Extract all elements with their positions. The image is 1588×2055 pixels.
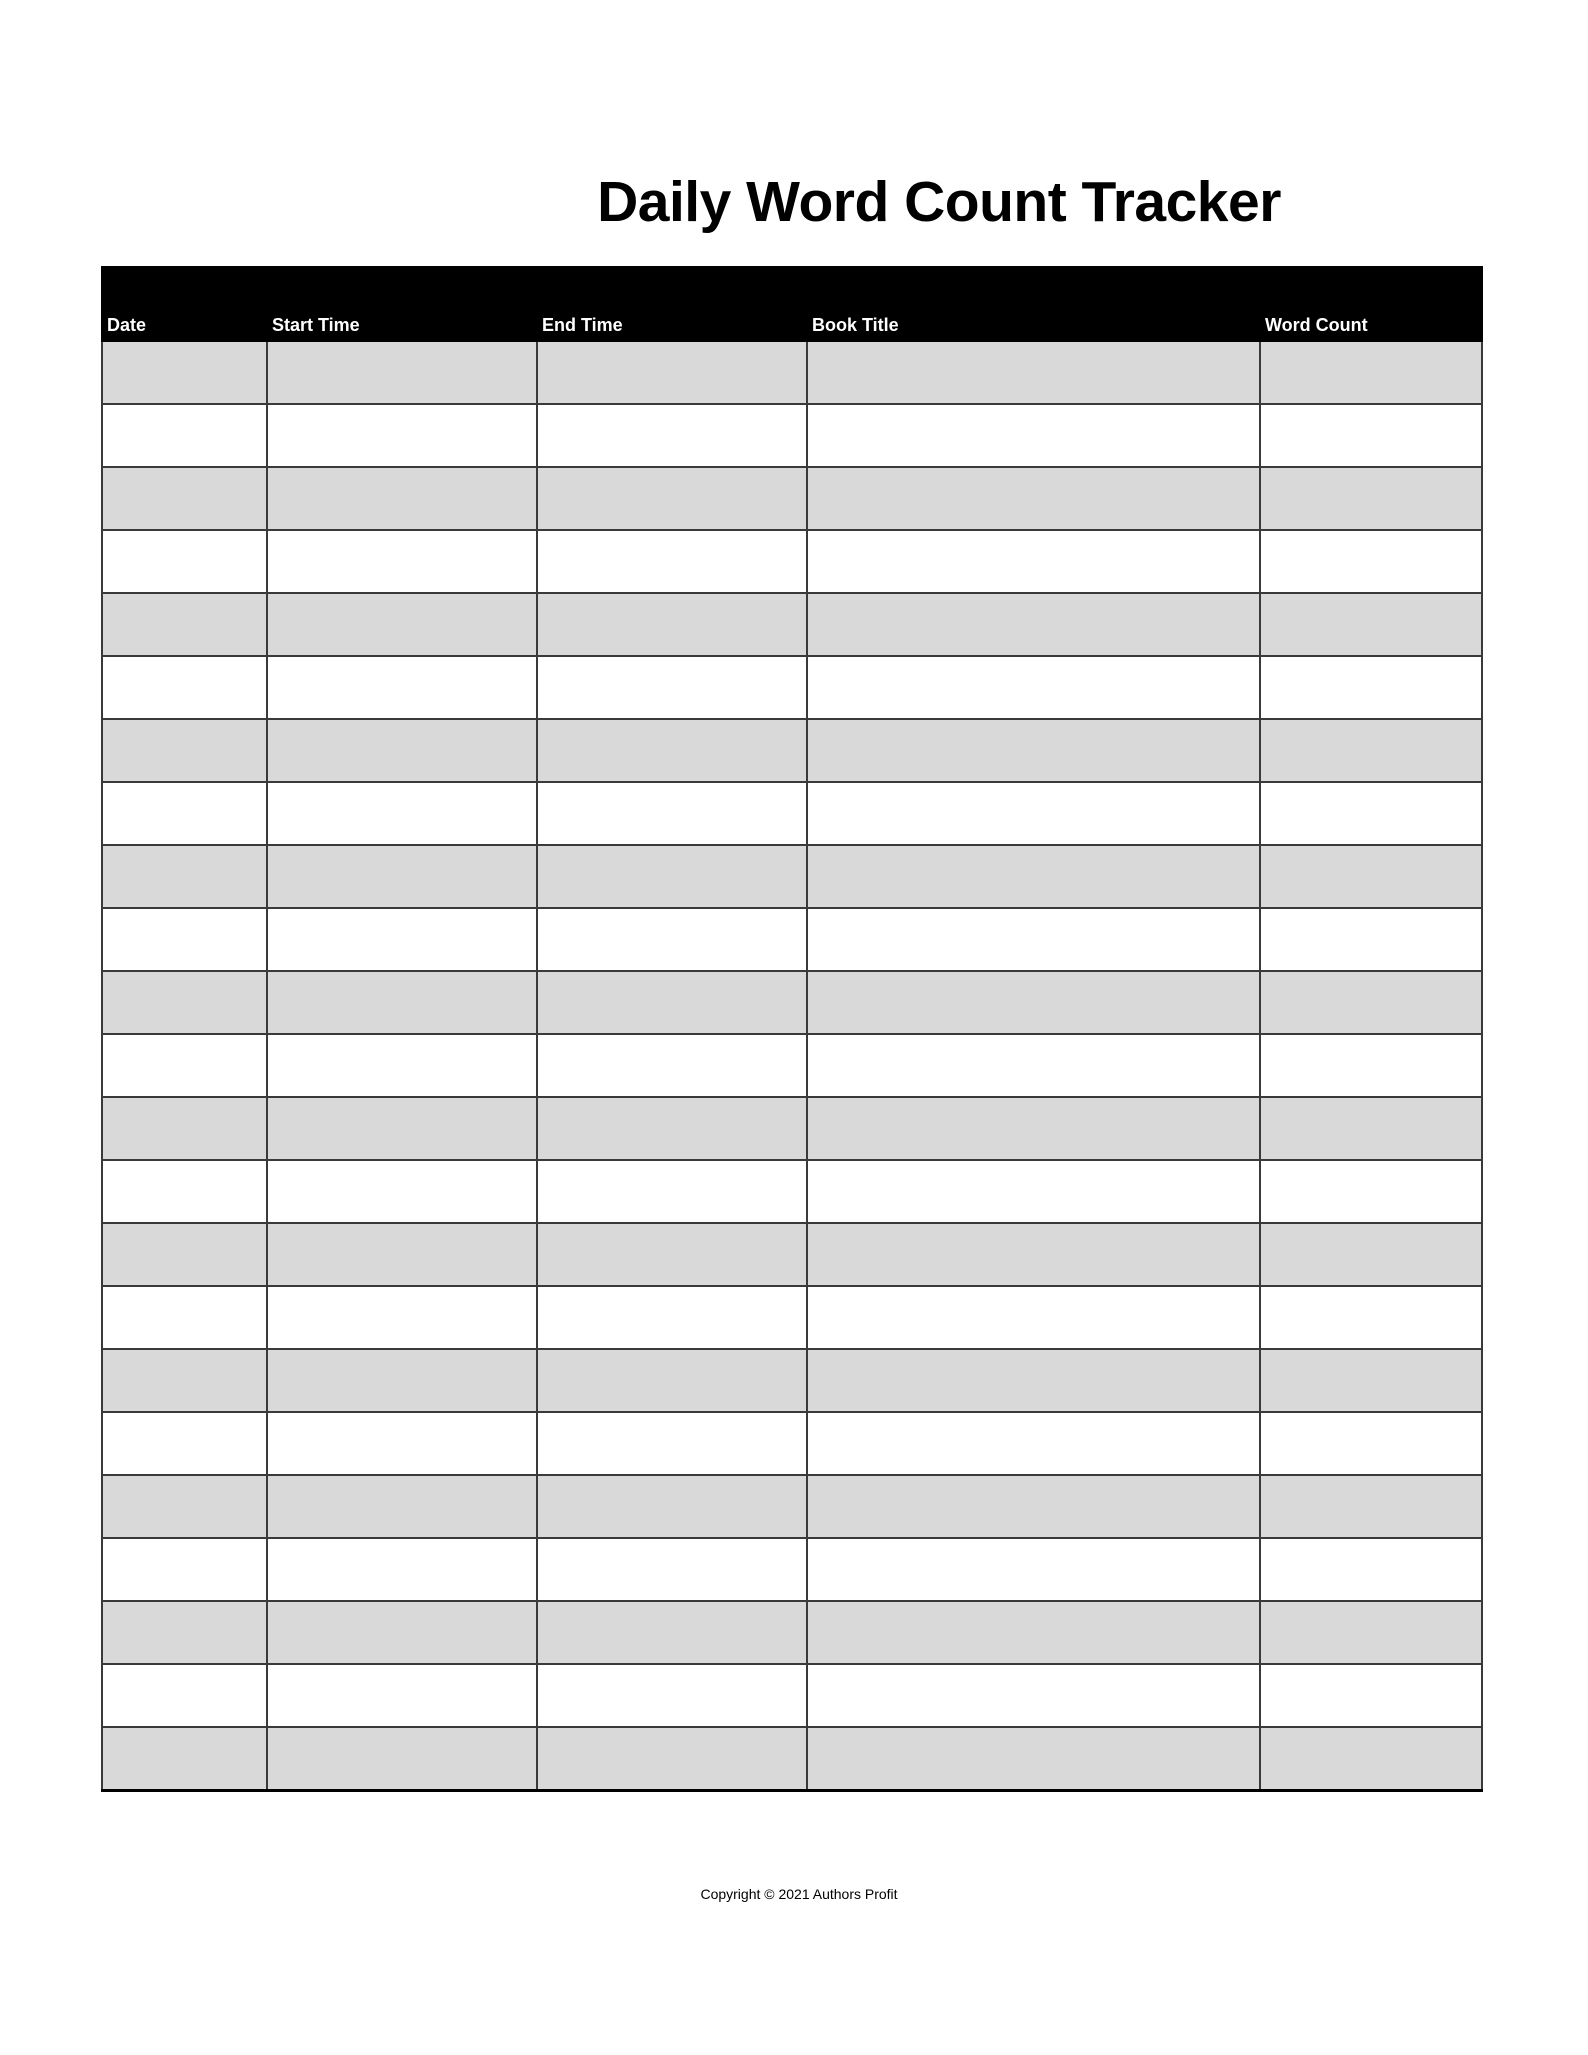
page-title: Daily Word Count Tracker: [597, 170, 1281, 234]
cell-start-time[interactable]: [267, 341, 537, 404]
cell-end-time[interactable]: [537, 1601, 807, 1664]
table-row: [102, 1475, 1482, 1538]
cell-date[interactable]: [102, 719, 267, 782]
cell-word-count[interactable]: [1260, 1223, 1482, 1286]
cell-book-title[interactable]: [807, 1412, 1260, 1475]
cell-end-time[interactable]: [537, 1286, 807, 1349]
table-row: [102, 1664, 1482, 1727]
table-row: [102, 467, 1482, 530]
cell-start-time[interactable]: [267, 1223, 537, 1286]
cell-end-time[interactable]: [537, 1034, 807, 1097]
cell-start-time[interactable]: [267, 971, 537, 1034]
column-header-date: Date: [102, 267, 267, 341]
cell-book-title[interactable]: [807, 719, 1260, 782]
word-count-table: [101, 266, 1483, 1792]
table-row: [102, 1412, 1482, 1475]
cell-book-title[interactable]: [807, 593, 1260, 656]
column-header-start-time: Start Time: [267, 267, 537, 341]
cell-word-count[interactable]: [1260, 782, 1482, 845]
cell-start-time[interactable]: [267, 782, 537, 845]
copyright-footer: Copyright © 2021 Authors Profit: [700, 1886, 898, 1902]
cell-start-time[interactable]: [267, 719, 537, 782]
cell-date[interactable]: [102, 1475, 267, 1538]
cell-date[interactable]: [102, 845, 267, 908]
table-row: [102, 530, 1482, 593]
cell-date[interactable]: [102, 404, 267, 467]
column-header-end-time: End Time: [537, 267, 807, 341]
cell-start-time[interactable]: [267, 1601, 537, 1664]
table-body: [102, 341, 1482, 1791]
cell-date[interactable]: [102, 1664, 267, 1727]
table-row: [102, 341, 1482, 404]
cell-book-title[interactable]: [807, 782, 1260, 845]
cell-book-title[interactable]: [807, 908, 1260, 971]
cell-word-count[interactable]: [1260, 1286, 1482, 1349]
cell-date[interactable]: [102, 467, 267, 530]
cell-end-time[interactable]: [537, 1160, 807, 1223]
cell-word-count[interactable]: [1260, 530, 1482, 593]
cell-book-title[interactable]: [807, 467, 1260, 530]
cell-end-time[interactable]: [537, 1412, 807, 1475]
cell-date[interactable]: [102, 782, 267, 845]
cell-end-time[interactable]: [537, 845, 807, 908]
cell-book-title[interactable]: [807, 1538, 1260, 1601]
cell-start-time[interactable]: [267, 1286, 537, 1349]
cell-date[interactable]: [102, 656, 267, 719]
cell-word-count[interactable]: [1260, 1349, 1482, 1412]
cell-book-title[interactable]: [807, 656, 1260, 719]
table-row: [102, 1034, 1482, 1097]
cell-end-time[interactable]: [537, 1475, 807, 1538]
cell-book-title[interactable]: [807, 1286, 1260, 1349]
table-row: [102, 1223, 1482, 1286]
table-row: [102, 1097, 1482, 1160]
cell-date[interactable]: [102, 593, 267, 656]
cell-word-count[interactable]: [1260, 656, 1482, 719]
cell-word-count[interactable]: [1260, 467, 1482, 530]
cell-end-time[interactable]: [537, 719, 807, 782]
table-row: [102, 1160, 1482, 1223]
table-row: [102, 908, 1482, 971]
cell-date[interactable]: [102, 1034, 267, 1097]
column-header-book-title: Book Title: [807, 267, 1260, 341]
cell-end-time[interactable]: [537, 1097, 807, 1160]
cell-word-count[interactable]: [1260, 908, 1482, 971]
cell-word-count[interactable]: [1260, 1034, 1482, 1097]
cell-end-time[interactable]: [537, 530, 807, 593]
cell-start-time[interactable]: [267, 1160, 537, 1223]
cell-start-time[interactable]: [267, 1664, 537, 1727]
cell-word-count[interactable]: [1260, 1538, 1482, 1601]
cell-book-title[interactable]: [807, 1160, 1260, 1223]
cell-word-count[interactable]: [1260, 971, 1482, 1034]
cell-date[interactable]: [102, 908, 267, 971]
cell-word-count[interactable]: [1260, 719, 1482, 782]
cell-start-time[interactable]: [267, 1097, 537, 1160]
table-row: [102, 593, 1482, 656]
cell-word-count[interactable]: [1260, 1727, 1482, 1791]
table-row: [102, 404, 1482, 467]
cell-end-time[interactable]: [537, 467, 807, 530]
table-row: [102, 1349, 1482, 1412]
cell-book-title[interactable]: [807, 404, 1260, 467]
column-header-word-count: Word Count: [1260, 267, 1482, 341]
cell-date[interactable]: [102, 1160, 267, 1223]
table-row: [102, 1538, 1482, 1601]
cell-start-time[interactable]: [267, 845, 537, 908]
cell-word-count[interactable]: [1260, 593, 1482, 656]
cell-end-time[interactable]: [537, 656, 807, 719]
cell-end-time[interactable]: [537, 1349, 807, 1412]
cell-date[interactable]: [102, 1601, 267, 1664]
cell-date[interactable]: [102, 341, 267, 404]
cell-book-title[interactable]: [807, 341, 1260, 404]
cell-start-time[interactable]: [267, 908, 537, 971]
cell-book-title[interactable]: [807, 1664, 1260, 1727]
table-row: [102, 782, 1482, 845]
cell-start-time[interactable]: [267, 530, 537, 593]
table-row: [102, 845, 1482, 908]
cell-end-time[interactable]: [537, 1538, 807, 1601]
table-row: [102, 1286, 1482, 1349]
cell-word-count[interactable]: [1260, 404, 1482, 467]
cell-word-count[interactable]: [1260, 1601, 1482, 1664]
cell-start-time[interactable]: [267, 1727, 537, 1791]
table-row: [102, 971, 1482, 1034]
table-row: [102, 1727, 1482, 1791]
cell-start-time[interactable]: [267, 1034, 537, 1097]
cell-end-time[interactable]: [537, 1664, 807, 1727]
cell-end-time[interactable]: [537, 404, 807, 467]
cell-start-time[interactable]: [267, 1349, 537, 1412]
cell-start-time[interactable]: [267, 1475, 537, 1538]
cell-word-count[interactable]: [1260, 341, 1482, 404]
table-row: [102, 656, 1482, 719]
cell-start-time[interactable]: [267, 656, 537, 719]
cell-book-title[interactable]: [807, 1223, 1260, 1286]
cell-word-count[interactable]: [1260, 1475, 1482, 1538]
cell-book-title[interactable]: [807, 1727, 1260, 1791]
table-header-row: [102, 267, 1482, 341]
cell-date[interactable]: [102, 1223, 267, 1286]
cell-date[interactable]: [102, 1286, 267, 1349]
cell-date[interactable]: [102, 530, 267, 593]
cell-start-time[interactable]: [267, 467, 537, 530]
cell-start-time[interactable]: [267, 593, 537, 656]
cell-word-count[interactable]: [1260, 1097, 1482, 1160]
cell-book-title[interactable]: [807, 1601, 1260, 1664]
cell-end-time[interactable]: [537, 1223, 807, 1286]
cell-word-count[interactable]: [1260, 1664, 1482, 1727]
cell-book-title[interactable]: [807, 530, 1260, 593]
cell-book-title[interactable]: [807, 1097, 1260, 1160]
cell-word-count[interactable]: [1260, 1412, 1482, 1475]
cell-book-title[interactable]: [807, 845, 1260, 908]
cell-start-time[interactable]: [267, 1538, 537, 1601]
cell-date[interactable]: [102, 1097, 267, 1160]
cell-date[interactable]: [102, 1538, 267, 1601]
cell-end-time[interactable]: [537, 1727, 807, 1791]
cell-end-time[interactable]: [537, 782, 807, 845]
cell-word-count[interactable]: [1260, 845, 1482, 908]
table-row: [102, 1601, 1482, 1664]
cell-end-time[interactable]: [537, 593, 807, 656]
cell-start-time[interactable]: [267, 404, 537, 467]
cell-book-title[interactable]: [807, 1349, 1260, 1412]
cell-book-title[interactable]: [807, 1034, 1260, 1097]
table-row: [102, 719, 1482, 782]
cell-end-time[interactable]: [537, 341, 807, 404]
cell-date[interactable]: [102, 1349, 267, 1412]
cell-end-time[interactable]: [537, 971, 807, 1034]
cell-date[interactable]: [102, 1412, 267, 1475]
cell-book-title[interactable]: [807, 1475, 1260, 1538]
cell-word-count[interactable]: [1260, 1160, 1482, 1223]
cell-start-time[interactable]: [267, 1412, 537, 1475]
cell-end-time[interactable]: [537, 908, 807, 971]
cell-date[interactable]: [102, 971, 267, 1034]
cell-book-title[interactable]: [807, 971, 1260, 1034]
cell-date[interactable]: [102, 1727, 267, 1791]
